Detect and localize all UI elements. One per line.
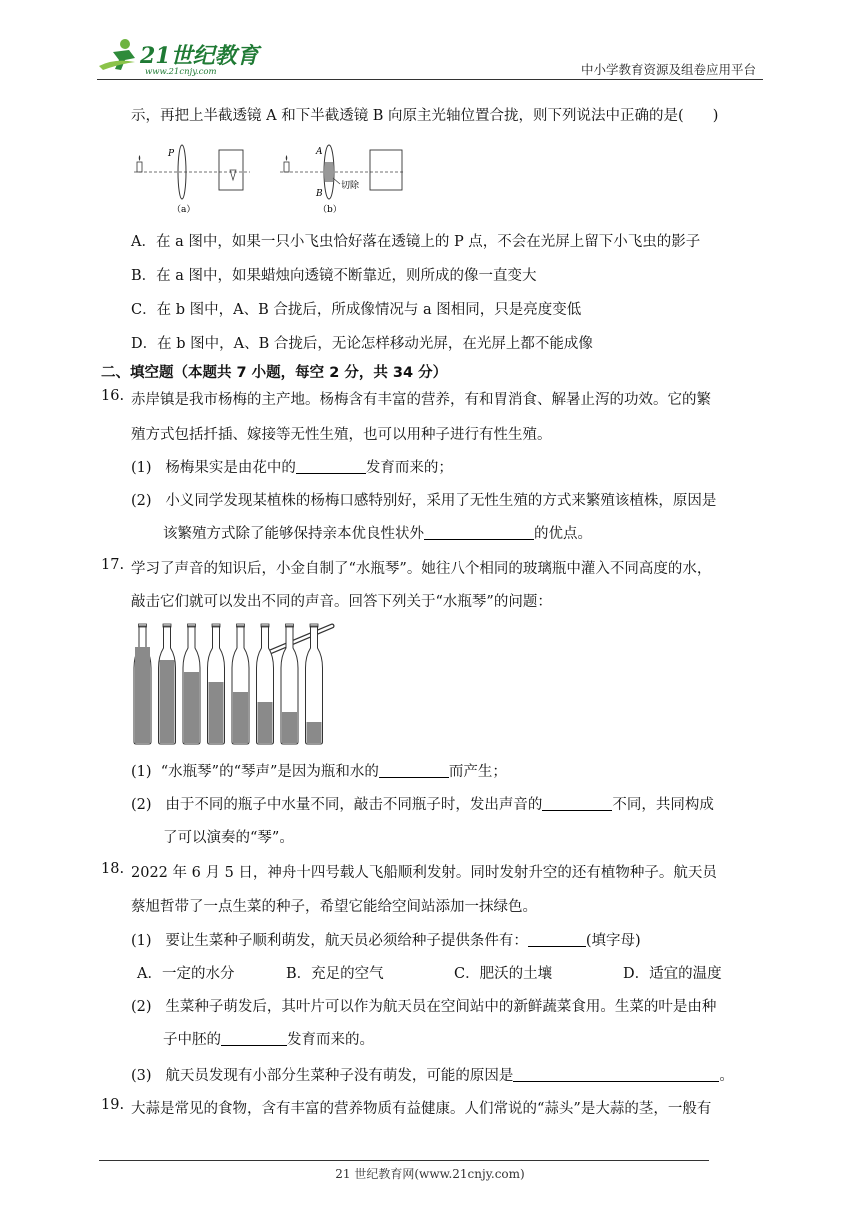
- q19-line1: 大蒜是常见的食物，含有丰富的营养物质有益健康。人们常说的“蒜头”是大蒜的茎，一般有: [131, 1101, 712, 1117]
- answer-blank[interactable]: [528, 932, 586, 948]
- q18-option-b: B．充足的空气: [286, 966, 384, 982]
- q17-line2: 敲击它们就可以发出不同的声音。回答下列关于“水瓶琴”的问题：: [131, 594, 552, 610]
- q16-sub2: (2) 小义同学发现某植株的杨梅口感特别好，采用了无性生殖的方式来繁殖该植株，原因是: [131, 493, 717, 509]
- q19-number: 19.: [101, 1097, 125, 1113]
- bottle-water: [282, 712, 297, 743]
- q18-sub2: (2) 生菜种子萌发后，其叶片可以作为航天员在空间站中的新鲜蔬菜食用。生菜的叶是由种: [131, 999, 717, 1015]
- q15-stem-tail: 示，再把上半截透镜 A 和下半截透镜 B 向原主光轴位置合拢，则下列说法中正确的是( ): [131, 108, 719, 124]
- q17-line1: 学习了声音的知识后，小金自制了“水瓶琴”。她往八个相同的玻璃瓶中灌入不同高度的水，: [131, 561, 712, 577]
- svg-text:A: A: [316, 147, 323, 157]
- q16-number: 16.: [101, 388, 125, 404]
- platform-name: 中小学教育资源及组卷应用平台: [580, 62, 756, 77]
- q15-option-b: B．在 a 图中，如果蜡烛向透镜不断靠近，则所成的像一直变大: [131, 268, 537, 284]
- q18-sub3: (3) 航天员发现有小部分生菜种子没有萌发，可能的原因是 。: [131, 1068, 734, 1084]
- q15-option-d: D．在 b 图中，A、B 合拢后，无论怎样移动光屏，在光屏上都不能成像: [131, 336, 593, 352]
- q17-sub1: (1) “水瓶琴”的“琴声”是因为瓶和水的 而产生；: [131, 764, 507, 780]
- answer-blank[interactable]: [221, 1031, 287, 1047]
- q15-option-a: A．在 a 图中，如果一只小飞虫恰好落在透镜上的 P 点，不会在光屏上留下小飞虫的影子: [131, 234, 701, 250]
- water-bottles-figure: [130, 622, 340, 746]
- svg-text:切除: 切除: [341, 181, 360, 191]
- site-logo: [95, 36, 265, 78]
- footer-text: 21 世纪教育网(www.21cnjy.com): [335, 1167, 525, 1181]
- svg-text:B: B: [316, 189, 323, 199]
- answer-blank[interactable]: [296, 459, 366, 475]
- bottle-water: [160, 660, 175, 743]
- bottle-water: [307, 722, 322, 743]
- footer-divider: [99, 1160, 709, 1161]
- q18-line2: 蔡旭哲带了一点生菜的种子，希望它能给空间站添加一抹绿色。: [131, 899, 537, 915]
- cut-region: [325, 162, 333, 182]
- bottle-water: [209, 682, 224, 743]
- candle-icon-b: [284, 155, 289, 172]
- answer-blank[interactable]: [424, 525, 534, 541]
- candle-icon-a: [137, 155, 142, 172]
- q18-line1: 2022 年 6 月 5 日，神舟十四号载人飞船顺利发射。同时发射升空的还有植物种子。航天员: [131, 865, 717, 881]
- header-divider: [97, 79, 763, 80]
- svg-text:（b）: （b）: [318, 205, 342, 215]
- bottle-water: [233, 692, 248, 743]
- striker-stick-icon: [270, 626, 332, 652]
- q16-line1: 赤岸镇是我市杨梅的主产地。杨梅含有丰富的营养，有和胃消食、解暑止泻的功效。它的繁: [131, 392, 711, 408]
- figure-a: [134, 145, 250, 215]
- bottle-water: [135, 647, 150, 743]
- svg-text:P: P: [168, 149, 175, 159]
- q15-option-c: C．在 b 图中，A、B 合拢后，所成像情况与 a 图相同，只是亮度变低: [131, 302, 582, 318]
- q16-sub2-cont: 该繁殖方式除了能够保持亲本优良性状外 的优点。: [163, 526, 592, 542]
- q16-sub1: (1) 杨梅果实是由花中的 发育而来的；: [131, 460, 453, 476]
- bottle-water: [258, 702, 273, 743]
- q17-sub2: (2) 由于不同的瓶子中水量不同，敲击不同瓶子时，发出声音的 不同，共同构成: [131, 797, 714, 813]
- q18-sub2-cont: 子中胚的 发育而来的。: [163, 1032, 374, 1048]
- q18-option-a: A．一定的水分: [137, 966, 235, 982]
- bottle-water: [184, 672, 199, 743]
- q18-number: 18.: [101, 861, 125, 877]
- q18-option-d: D．适宜的温度: [623, 966, 722, 982]
- section-title: 二、填空题（本题共 7 小题，每空 2 分，共 34 分）: [101, 365, 448, 381]
- logo-url: www.21cnjy.com: [145, 67, 217, 77]
- svg-text:（a）: （a）: [172, 205, 196, 215]
- answer-blank[interactable]: [379, 763, 449, 779]
- q15-figure: [130, 140, 410, 218]
- figure-b: [280, 145, 405, 215]
- q16-line2: 殖方式包括扦插、嫁接等无性生殖，也可以用种子进行有性生殖。: [131, 427, 552, 443]
- q17-sub2-cont: 了可以演奏的“琴”。: [163, 830, 294, 846]
- runner-logo-icon: [99, 39, 135, 70]
- logo-text: 21世纪教育: [140, 43, 259, 69]
- q18-sub1: (1) 要让生菜种子顺利萌发，航天员必须给种子提供条件有： (填字母): [131, 933, 641, 949]
- answer-blank[interactable]: [513, 1067, 719, 1083]
- q17-number: 17.: [101, 557, 125, 573]
- q18-option-c: C．肥沃的土壤: [454, 966, 553, 982]
- answer-blank[interactable]: [542, 796, 612, 812]
- screen-b: [370, 150, 402, 190]
